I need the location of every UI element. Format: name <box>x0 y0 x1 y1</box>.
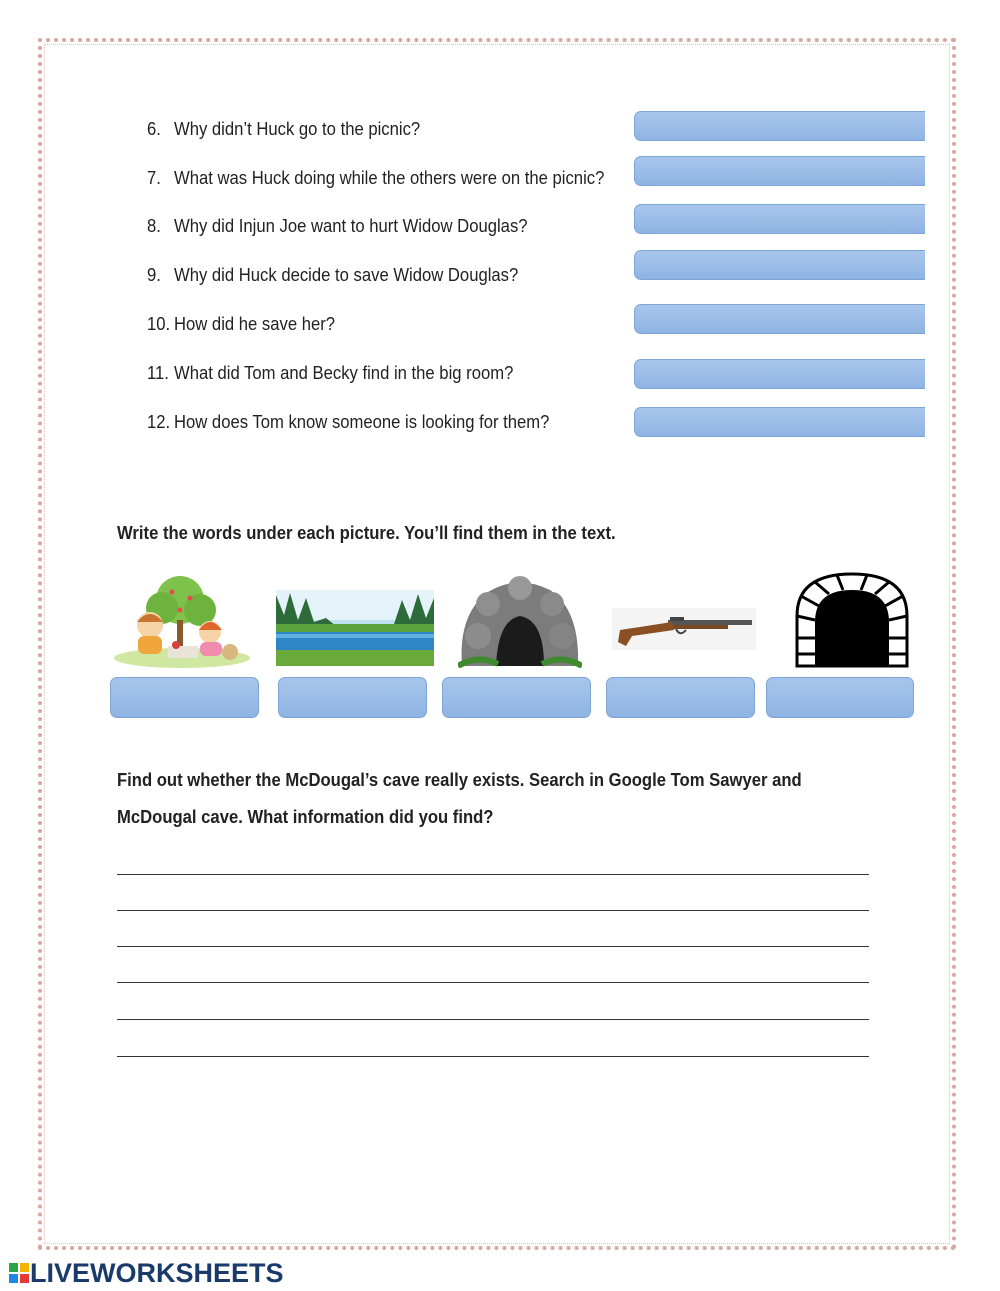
research-instruction-line-2: McDougal cave. What information did you find? <box>117 806 494 827</box>
question-10: 10. How did he save her? <box>147 313 336 334</box>
liveworksheets-logo-icon <box>8 1262 30 1284</box>
picnic-image <box>110 570 255 670</box>
question-12: 12. How does Tom know someone is looking for them? <box>147 411 550 432</box>
question-9: 9. Why did Huck decide to save Widow Douglas? <box>147 264 519 285</box>
tunnel-image <box>795 572 909 668</box>
answer-field-10[interactable] <box>634 304 925 334</box>
writing-line[interactable] <box>117 1056 869 1057</box>
writing-line[interactable] <box>117 946 869 947</box>
cave-image <box>458 574 582 668</box>
writing-line[interactable] <box>117 1019 869 1020</box>
writing-line[interactable] <box>117 982 869 983</box>
answer-field-9[interactable] <box>634 250 925 280</box>
picture-answer-3[interactable] <box>442 677 591 718</box>
question-8: 8. Why did Injun Joe want to hurt Widow Douglas? <box>147 215 528 236</box>
rifle-image <box>612 608 756 650</box>
question-7: 7. What was Huck doing while the others were on the picnic? <box>147 167 605 188</box>
pictures-instruction: Write the words under each picture. You’ll find them in the text. <box>117 522 616 543</box>
picture-answer-2[interactable] <box>278 677 427 718</box>
answer-field-6[interactable] <box>634 111 925 141</box>
picture-answer-4[interactable] <box>606 677 755 718</box>
picture-answer-1[interactable] <box>110 677 259 718</box>
liveworksheets-logo[interactable] <box>8 1259 284 1287</box>
research-instruction-line-1: Find out whether the McDougal’s cave really exists. Search in Google Tom Sawyer and <box>117 769 802 790</box>
question-6: 6. Why didn’t Huck go to the picnic? <box>147 118 421 139</box>
liveworksheets-logo-text: LIVEWORKSHEETS <box>30 1257 284 1288</box>
writing-line[interactable] <box>117 910 869 911</box>
answer-field-11[interactable] <box>634 359 925 389</box>
answer-field-7[interactable] <box>634 156 925 186</box>
question-11: 11. What did Tom and Becky find in the big room? <box>147 362 514 383</box>
writing-line[interactable] <box>117 874 869 875</box>
river-image <box>276 590 434 666</box>
picture-answer-5[interactable] <box>766 677 914 718</box>
answer-field-8[interactable] <box>634 204 925 234</box>
answer-field-12[interactable] <box>634 407 925 437</box>
